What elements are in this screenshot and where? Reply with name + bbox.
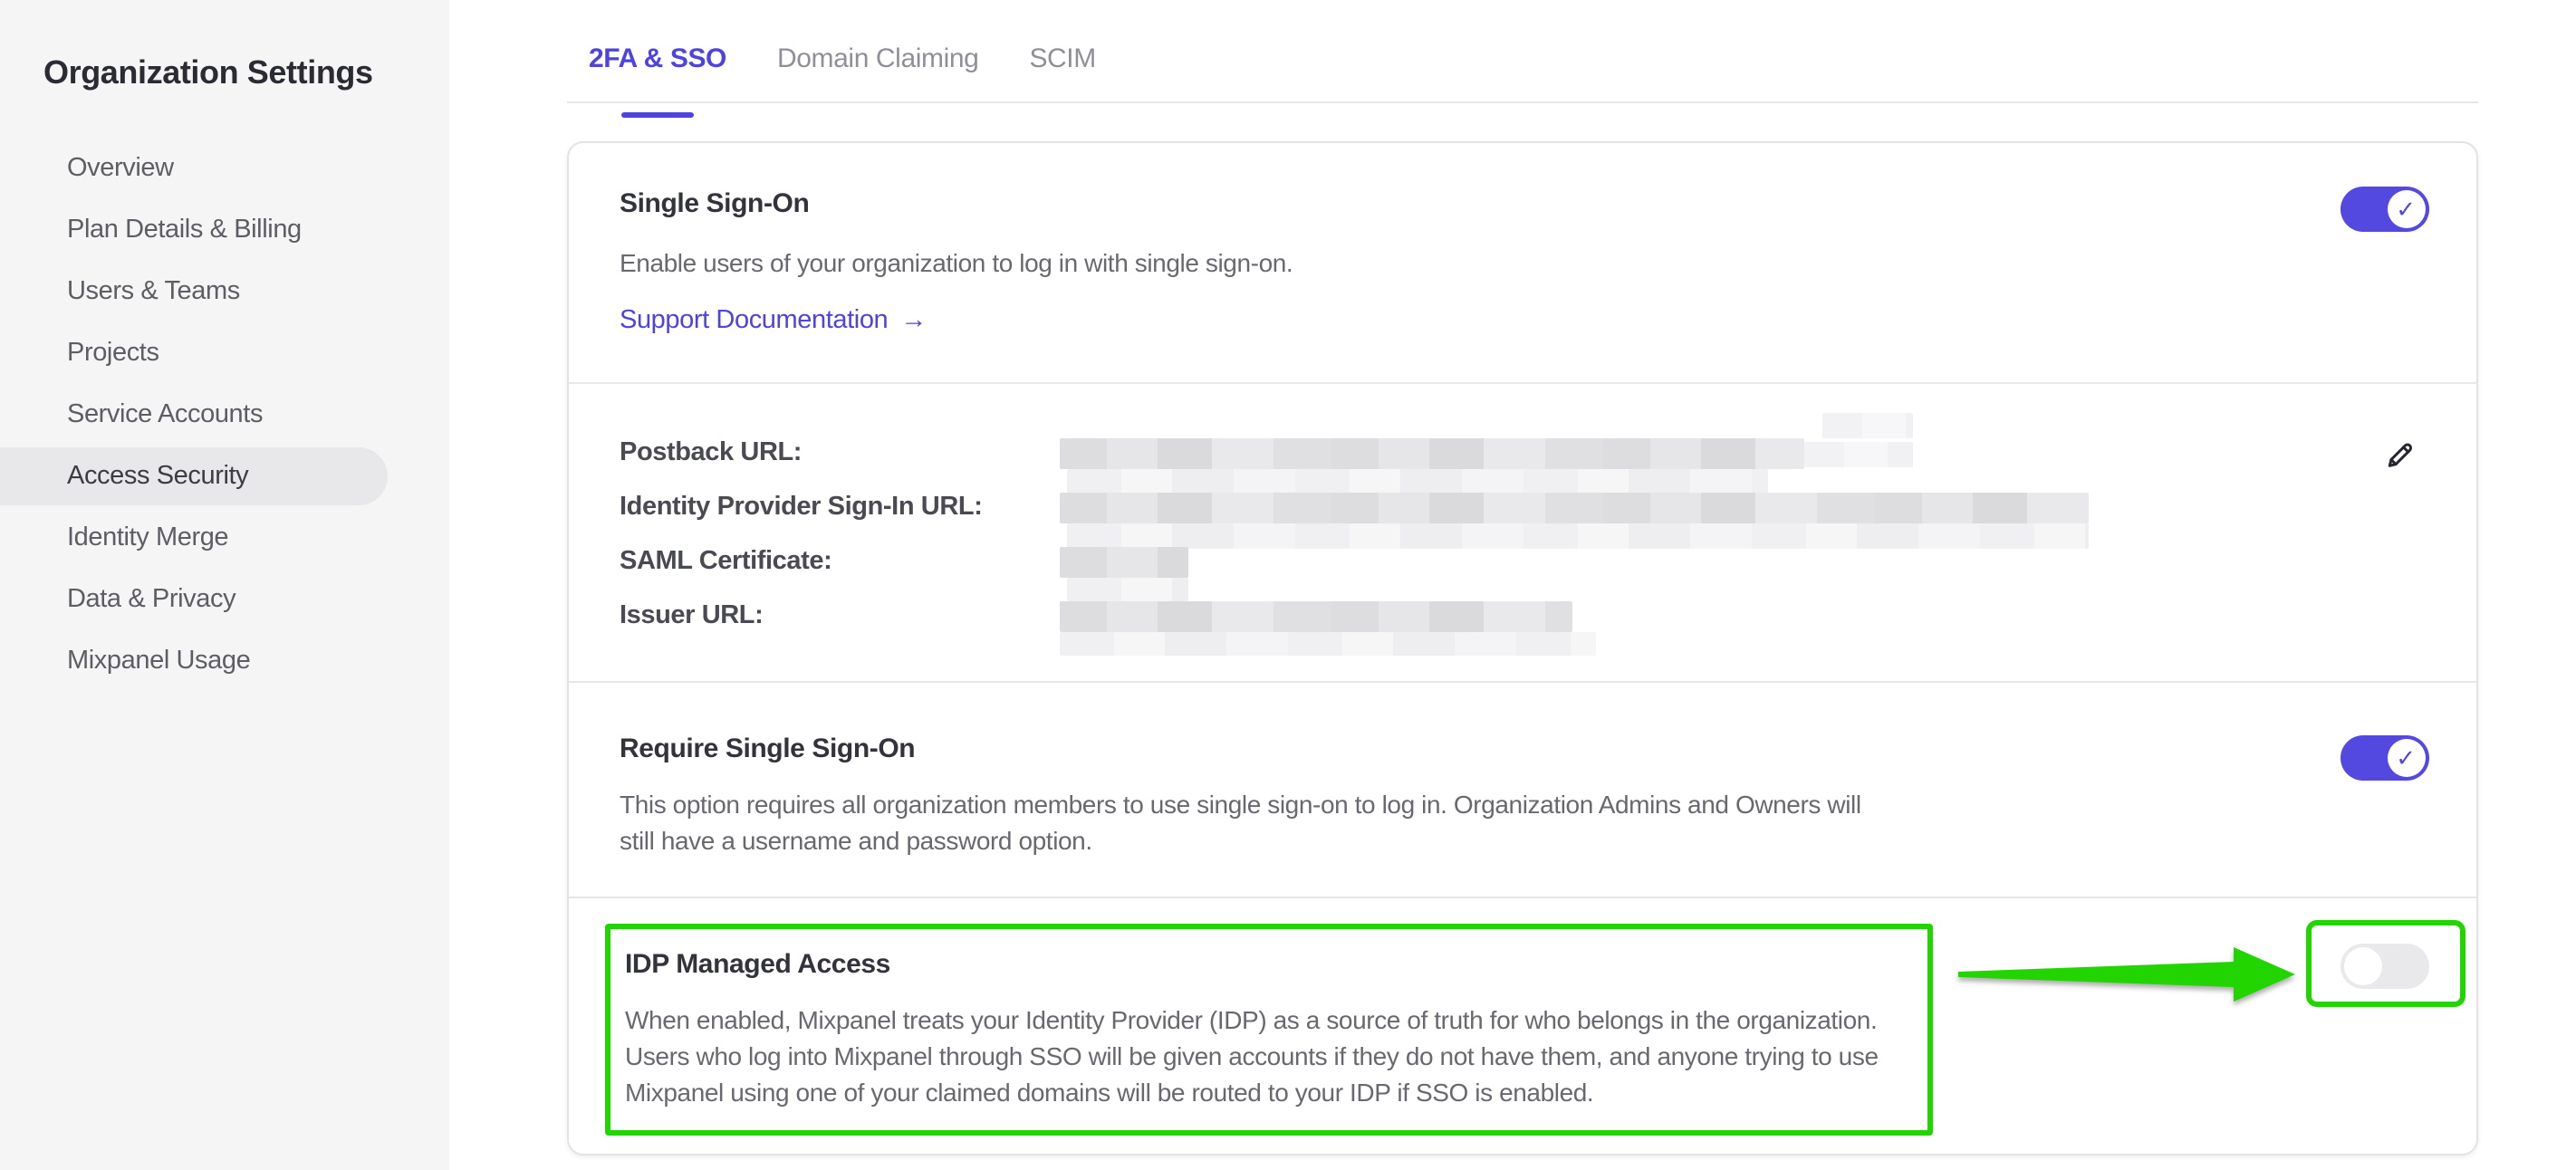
sidebar-item-mixpanel-usage[interactable]: Mixpanel Usage — [67, 647, 251, 676]
toggle-knob — [2387, 738, 2425, 776]
sidebar-item-service-accounts[interactable]: Service Accounts — [67, 400, 264, 429]
settings-panel — [567, 141, 2478, 1156]
idp-managed-access-toggle[interactable] — [2340, 944, 2428, 989]
idp-sign-in-url-label: Identity Provider Sign-In URL: — [620, 493, 983, 522]
pencil-icon — [2384, 438, 2417, 471]
support-documentation-link[interactable]: Support Documentation → — [620, 302, 927, 339]
sidebar — [0, 0, 449, 1170]
sidebar-item-identity-merge[interactable]: Identity Merge — [67, 523, 229, 552]
idp-toggle-annotation-frame — [2306, 920, 2465, 1007]
require-sso-description: This option requires all organization members to use single sign-on to log in. Organization Admins and Owners will still have a username and password option. — [620, 790, 1861, 855]
sidebar-item-overview[interactable]: Overview — [67, 154, 174, 183]
require-sso-title: Require Single Sign-On — [620, 734, 916, 764]
sidebar-item-projects[interactable]: Projects — [67, 339, 159, 368]
sidebar-item-plan-details-billing[interactable]: Plan Details & Billing — [67, 216, 302, 245]
single-sign-on-toggle[interactable] — [2341, 187, 2429, 232]
green-annotation-arrow-icon — [1958, 935, 2299, 1014]
sidebar-item-data-privacy[interactable]: Data & Privacy — [67, 585, 236, 614]
tab-scim[interactable]: SCIM — [1029, 43, 1096, 74]
saml-certificate-redacted-value — [1060, 546, 1188, 577]
toggle-knob — [2387, 190, 2425, 228]
saml-certificate-label: SAML Certificate: — [620, 547, 832, 576]
issuer-url-label: Issuer URL: — [620, 600, 764, 629]
single-sign-on-title: Single Sign-On — [620, 188, 810, 219]
issuer-url-redacted-value — [1060, 600, 1572, 631]
sidebar-item-users-teams[interactable]: Users & Teams — [67, 277, 240, 306]
check-icon: ✓ — [2396, 743, 2416, 771]
idp-sign-in-url-redacted-underline — [1067, 523, 2089, 548]
postback-url-redacted-underline — [1067, 469, 1768, 494]
edit-saml-settings-button[interactable] — [2384, 438, 2417, 471]
single-sign-on-description: Enable users of your organization to log in with single sign-on. — [620, 248, 1293, 277]
require-sso-toggle[interactable] — [2341, 734, 2429, 780]
postback-url-redacted-tail — [1804, 441, 1913, 466]
postback-url-redacted-value — [1060, 438, 1804, 469]
require-sso-section — [569, 681, 2476, 897]
idp-sign-in-url-redacted-value — [1060, 493, 2089, 523]
tab-2fa-sso[interactable]: 2FA & SSO — [589, 43, 726, 100]
tab-bar-divider — [567, 101, 2478, 103]
sidebar-item-access-security[interactable]: Access Security — [0, 446, 449, 507]
arrow-right-icon: → — [900, 306, 927, 335]
tab-bar — [589, 43, 1096, 100]
saml-certificate-redacted-underline — [1067, 577, 1188, 601]
sidebar-nav — [0, 138, 449, 692]
redacted-value-fragment — [1822, 413, 1913, 438]
toggle-knob — [2344, 947, 2382, 985]
page-title: Organization Settings — [43, 54, 373, 91]
idp-annotation-highlight-box — [605, 924, 1933, 1136]
tab-domain-claiming[interactable]: Domain Claiming — [777, 43, 979, 74]
issuer-url-redacted-underline — [1060, 631, 1596, 656]
idp-managed-access-description: When enabled, Mixpanel treats your Identity Provider (IDP) as a source of truth for who belongs in the organization. Users who log into Mixpanel through SSO will be given accounts if they do not have them, and anyone trying to use Mixpanel using one of your claimed domains will be routed to your IDP if SSO is enabled. — [625, 1004, 1879, 1106]
postback-url-label: Postback URL: — [620, 438, 803, 467]
idp-managed-access-title: IDP Managed Access — [625, 948, 890, 979]
single-sign-on-section — [569, 143, 2476, 382]
saml-details-section — [569, 382, 2476, 681]
check-icon: ✓ — [2396, 196, 2416, 223]
active-tab-underline — [621, 111, 694, 118]
idp-managed-access-section — [569, 897, 2476, 1154]
